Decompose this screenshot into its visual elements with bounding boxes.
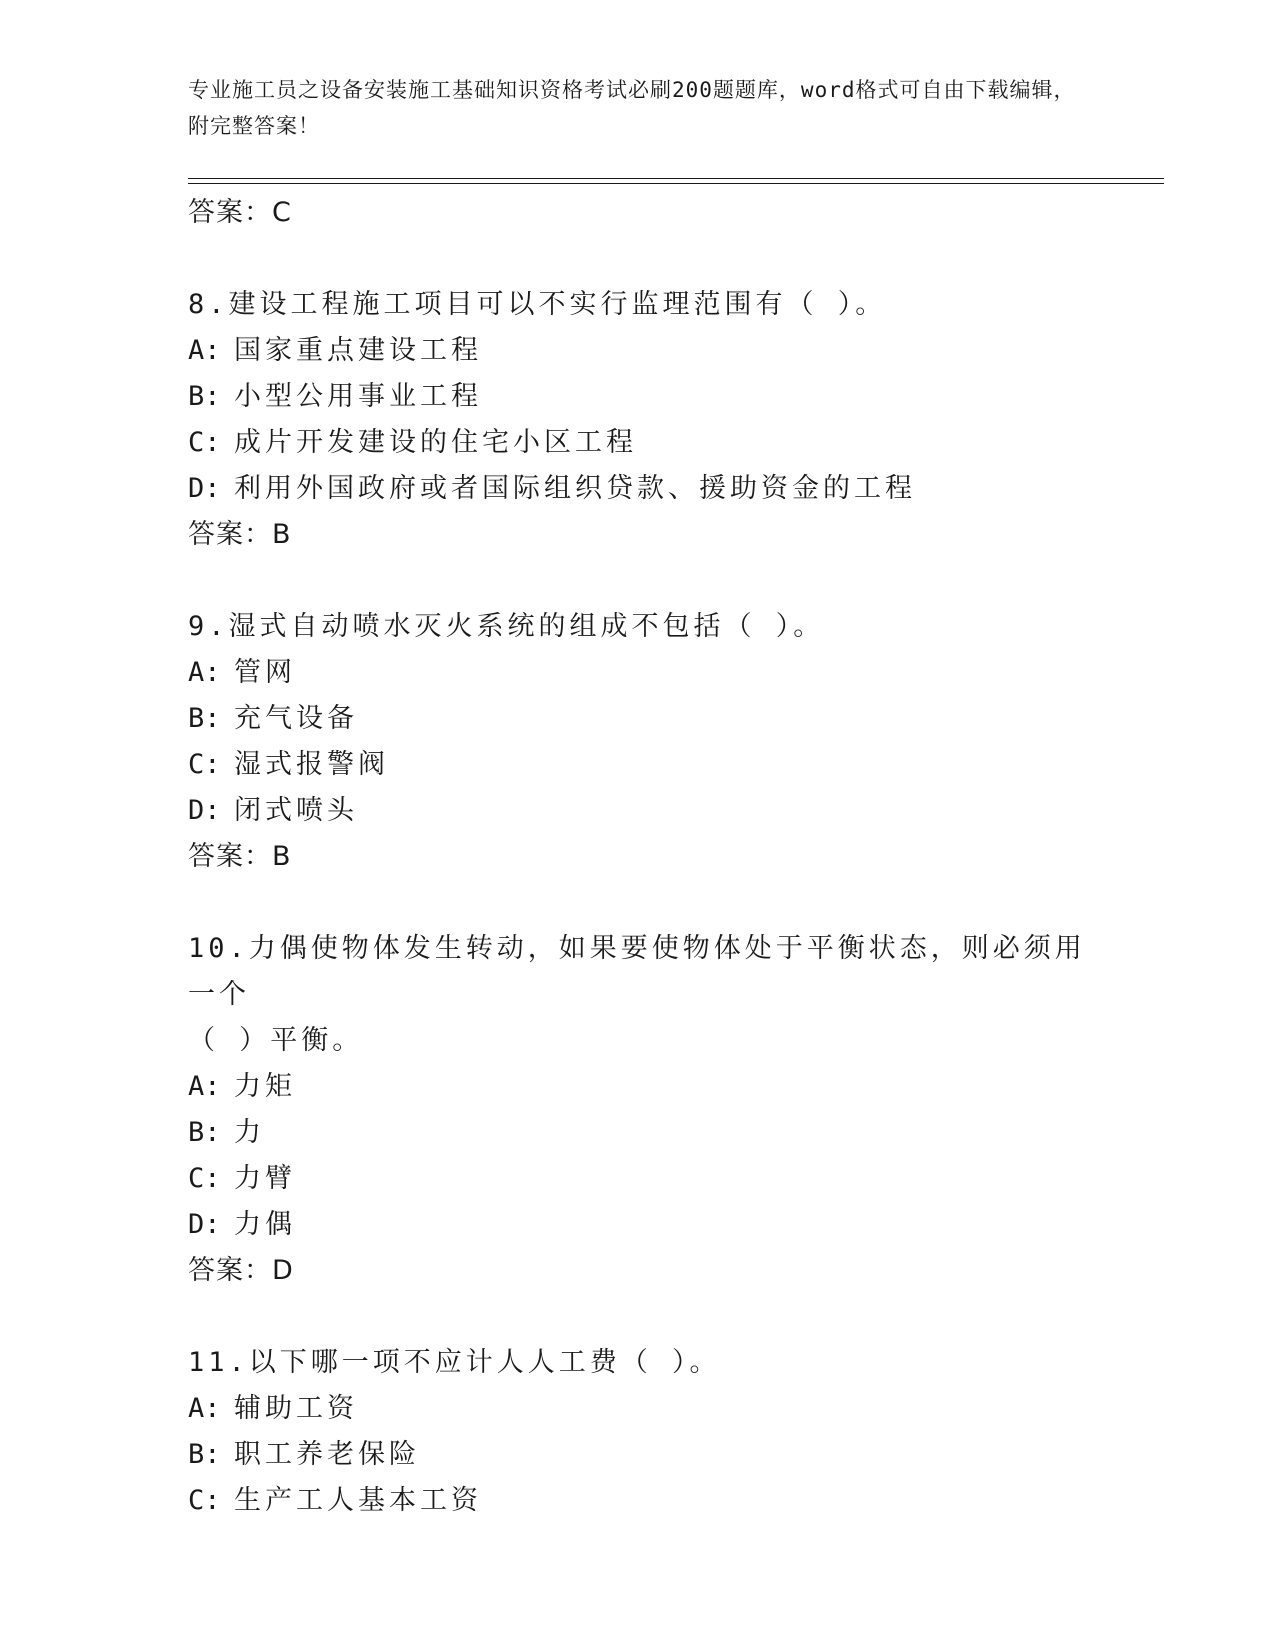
question-stem: 9.湿式自动喷水灭火系统的组成不包括（ ）。: [188, 611, 825, 642]
option-a: [188, 328, 1088, 374]
answer-line: 答案：C: [188, 197, 292, 228]
option-a: [188, 650, 1088, 696]
question-stem-continued: （ ）平衡。: [188, 1025, 364, 1056]
question-stem: 11.以下哪一项不应计人人工费（ ）。: [188, 1347, 721, 1378]
option-label: B:: [188, 703, 221, 734]
option-c: [188, 1156, 1088, 1202]
option-text: 生产工人基本工资: [234, 1485, 482, 1516]
option-c: [188, 420, 1088, 466]
answer-line: 答案：B: [188, 841, 292, 872]
option-label: C:: [188, 1163, 221, 1194]
option-b: [188, 696, 1088, 742]
option-text: 小型公用事业工程: [234, 381, 482, 412]
option-label: D:: [188, 473, 221, 504]
option-text: 利用外国政府或者国际组织贷款、援助资金的工程: [234, 473, 916, 504]
question-stem: 8.建设工程施工项目可以不实行监理范围有（ ）。: [188, 289, 887, 320]
option-a: [188, 1064, 1088, 1110]
document-body: [188, 190, 1088, 1524]
option-label: A:: [188, 657, 221, 688]
option-text: 成片开发建设的住宅小区工程: [234, 427, 637, 458]
option-c: [188, 1478, 1088, 1524]
option-d: [188, 1202, 1088, 1248]
option-text: 闭式喷头: [234, 795, 358, 826]
option-label: B:: [188, 1439, 221, 1470]
option-a: [188, 1386, 1088, 1432]
option-label: A:: [188, 1071, 221, 1102]
option-label: A:: [188, 335, 221, 366]
header-rule-bottom: [188, 183, 1164, 184]
option-text: 职工养老保险: [234, 1439, 420, 1470]
question-stem: 10.力偶使物体发生转动，如果要使物体处于平衡状态，则必须用一个: [188, 933, 1086, 1010]
option-label: D:: [188, 1209, 221, 1240]
option-text: 辅助工资: [234, 1393, 358, 1424]
question-9: [188, 604, 1088, 880]
option-text: 管网: [234, 657, 296, 688]
option-text: 充气设备: [234, 703, 358, 734]
option-c: [188, 742, 1088, 788]
question-11: [188, 1340, 1088, 1524]
answer-line: 答案：B: [188, 519, 292, 550]
option-text: 湿式报警阀: [234, 749, 389, 780]
document-header: 专业施工员之设备安装施工基础知识资格考试必刷200题题库，word格式可自由下载编辑，附完整答案！: [188, 78, 1076, 138]
option-text: 国家重点建设工程: [234, 335, 482, 366]
question-10: [188, 926, 1088, 1294]
option-text: 力臂: [234, 1163, 296, 1194]
option-b: [188, 1110, 1088, 1156]
header-rule-top: [188, 178, 1164, 179]
option-label: A:: [188, 1393, 221, 1424]
question-8: [188, 282, 1088, 558]
option-d: [188, 788, 1088, 834]
option-b: [188, 374, 1088, 420]
option-d: [188, 466, 1088, 512]
answer-line: 答案：D: [188, 1255, 294, 1286]
option-text: 力矩: [234, 1071, 296, 1102]
option-label: B:: [188, 381, 221, 412]
option-label: C:: [188, 749, 221, 780]
option-label: D:: [188, 795, 221, 826]
option-text: 力偶: [234, 1209, 296, 1240]
option-b: [188, 1432, 1088, 1478]
option-text: 力: [234, 1117, 265, 1148]
option-label: C:: [188, 427, 221, 458]
option-label: C:: [188, 1485, 221, 1516]
option-label: B:: [188, 1117, 221, 1148]
